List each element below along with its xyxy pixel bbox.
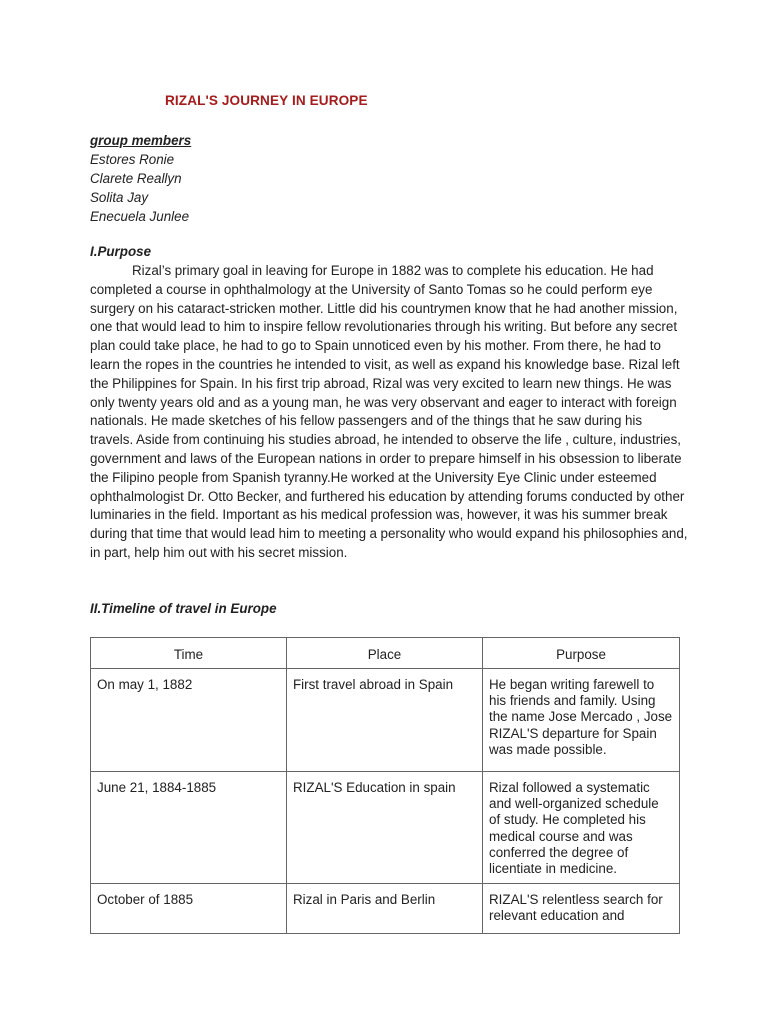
time-cell: On may 1, 1882	[91, 669, 287, 772]
table-row	[91, 669, 680, 772]
purpose-cell: He began writing farewell to his friends and family. Using the name Jose Mercado , Jose RIZAL'S departure for Spain was made possible.	[483, 669, 680, 772]
purpose-cell: RIZAL'S relentless search for relevant education and	[483, 884, 680, 934]
column-header-time: Time	[91, 638, 287, 669]
purpose-cell: Rizal followed a systematic and well-organized schedule of study. He completed his medical course and was conferred the degree of licentiate in medicine.	[483, 772, 680, 884]
column-header-place: Place	[287, 638, 483, 669]
member-name: Clarete Reallyn	[90, 171, 182, 186]
place-cell: First travel abroad in Spain	[287, 669, 483, 772]
place-cell: Rizal in Paris and Berlin	[287, 884, 483, 934]
member-name: Solita Jay	[90, 190, 149, 205]
column-header-purpose: Purpose	[483, 638, 680, 669]
group-members-block	[90, 131, 191, 226]
table-row	[91, 884, 680, 934]
place-cell: RIZAL'S Education in spain	[287, 772, 483, 884]
time-cell: June 21, 1884-1885	[91, 772, 287, 884]
group-members-heading: group members	[90, 133, 192, 148]
member-name: Estores Ronie	[90, 152, 175, 167]
table-header-row	[91, 638, 680, 669]
timeline-heading: II.Timeline of travel in Europe	[90, 601, 277, 616]
document-title: RIZAL'S JOURNEY IN EUROPE	[165, 93, 368, 108]
time-cell: October of 1885	[91, 884, 287, 934]
table-row	[91, 772, 680, 884]
timeline-table	[90, 637, 680, 934]
member-name: Enecuela Junlee	[90, 209, 190, 224]
purpose-paragraph: Rizal’s primary goal in leaving for Europe in 1882 was to complete his education. He had completed a course in ophthalmology at the University of Santo Tomas so he could perform eye surgery on his cataract-stricken mother. Little did his countrymen know that he had another mission, one that would lead to him to inspire fellow revolutionaries through his writing. But before any secret plan could take place, he had to go to Spain unnoticed even by his mother. From there, he had to learn the ropes in the countries he intended to visit, as well as expand his knowledge base. Rizal left the Philippines for Spain. In his first trip abroad, Rizal was very excited to learn new things. He was only twenty years old and as a young man, he was very observant and eager to interact with foreign nationals. He made sketches of his fellow passengers and of the things that he saw during his travels. Aside from continuing his studies abroad, he intended to observe the life , culture, industries, government and laws of the European nations in order to prepare himself in his obsession to liberate the Filipino people from Spanish tyranny.He worked at the University Eye Clinic under esteemed ophthalmologist Dr. Otto Becker, and furthered his education by attending forums conducted by other luminaries in the field. Important as his medical profession was, however, it was his summer break during that time that would lead him to meeting a personality who would expand his philosophies and, in part, help him out with his secret mission.	[90, 263, 688, 560]
purpose-heading: I.Purpose	[90, 244, 152, 259]
